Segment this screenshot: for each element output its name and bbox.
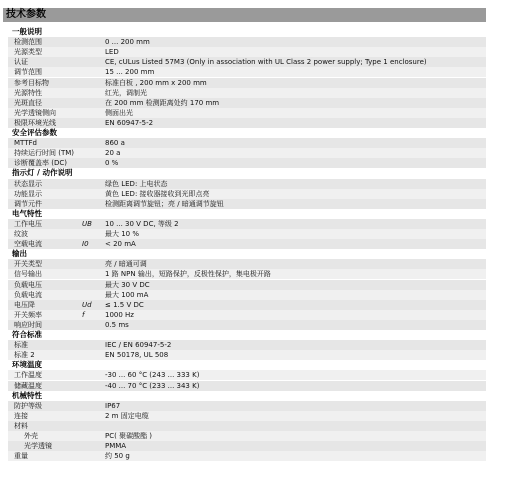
- section-label: 环境温度: [12, 360, 42, 370]
- spec-value: PMMA: [105, 442, 127, 451]
- spec-row: [8, 280, 486, 290]
- spec-label: 持续运行时间 (TM): [14, 149, 75, 158]
- spec-value: -30 ... 60 °C (243 ... 333 K): [105, 371, 200, 380]
- spec-row: [8, 290, 486, 300]
- spec-label: 标准: [14, 341, 28, 350]
- spec-row: [8, 259, 486, 269]
- spec-row: [8, 401, 486, 411]
- spec-value: 亮 / 暗通可调: [105, 260, 147, 269]
- spec-label: 电压降: [14, 300, 35, 309]
- spec-value: IP67: [105, 401, 121, 410]
- spec-label: 光学透镜: [24, 442, 52, 451]
- spec-value: 10 ... 30 V DC, 等级 2: [105, 219, 179, 228]
- spec-value: 0.5 ms: [105, 320, 129, 329]
- spec-row: [8, 158, 486, 168]
- section-heading: [6, 360, 484, 370]
- spec-label: 调节元件: [14, 199, 42, 208]
- spec-row: [8, 421, 486, 431]
- spec-value: 2 m 固定电缆: [105, 411, 149, 420]
- spec-row: [8, 108, 486, 118]
- spec-value: 在 200 mm 检测距离处约 170 mm: [105, 98, 220, 107]
- spec-value: 0 %: [105, 159, 119, 168]
- spec-label: 极限环境光线: [14, 118, 56, 127]
- spec-row: [8, 370, 486, 380]
- spec-label: 工作温度: [14, 371, 42, 380]
- spec-label: 材料: [14, 421, 28, 430]
- spec-label: 功能显示: [14, 189, 42, 198]
- spec-value: 绿色 LED: 上电状态: [105, 179, 168, 188]
- spec-row: [8, 189, 486, 199]
- spec-row: [8, 441, 486, 451]
- spec-symbol: UB: [82, 219, 92, 228]
- spec-label: 开关频率: [14, 310, 42, 319]
- spec-label: 负载电流: [14, 290, 42, 299]
- spec-row: [8, 37, 486, 47]
- spec-value: < 20 mA: [105, 240, 136, 249]
- spec-value: 20 a: [105, 149, 121, 158]
- spec-row: [8, 239, 486, 249]
- spec-value: 最大 30 V DC: [105, 280, 150, 289]
- spec-value: IEC / EN 60947-5-2: [105, 341, 172, 350]
- section-label: 输出: [12, 249, 27, 259]
- spec-value: 最大 100 mA: [105, 290, 149, 299]
- spec-value: EN 60947-5-2: [105, 118, 154, 127]
- spec-value: 1 路 NPN 输出，短路保护，反极性保护，集电极开路: [105, 270, 271, 279]
- spec-value: 0 ... 200 mm: [105, 38, 150, 47]
- spec-label: 负载电压: [14, 280, 42, 289]
- spec-row: [8, 199, 486, 209]
- spec-row: [8, 229, 486, 239]
- spec-value: 检测距离调节旋钮；亮 / 暗通调节旋钮: [105, 199, 224, 208]
- spec-label: 光源特性: [14, 88, 42, 97]
- spec-label: 连接: [14, 411, 28, 420]
- spec-label: 纹波: [14, 230, 28, 238]
- spec-row: [8, 57, 486, 67]
- section-heading: [6, 209, 484, 219]
- spec-value: 标准白板 , 200 mm x 200 mm: [105, 78, 207, 87]
- spec-row: [8, 179, 486, 189]
- spec-value: 约 50 g: [105, 452, 130, 461]
- section-label: 符合标准: [12, 330, 42, 339]
- spec-symbol: Ud: [82, 300, 92, 309]
- section-heading: [6, 128, 484, 138]
- spec-label: 光学透镜侧向: [14, 108, 56, 117]
- spec-row: [8, 320, 486, 330]
- spec-label: 防护等级: [14, 401, 42, 410]
- spec-value: LED: [105, 48, 119, 57]
- spec-value: CE, cULus Listed 57M3 (Only in association with UL Class 2 power supply; Type 1 enclosure): [105, 58, 427, 67]
- section-heading: [6, 249, 484, 259]
- spec-value: PC( 聚碳酸酯 ): [105, 432, 153, 440]
- spec-row: [8, 269, 486, 279]
- spec-value: 15 ... 200 mm: [105, 68, 155, 77]
- spec-label: 空载电流: [14, 240, 42, 249]
- spec-symbol: f: [82, 310, 85, 319]
- spec-label: 储藏温度: [14, 381, 42, 390]
- spec-label: 光斑直径: [14, 98, 42, 107]
- spec-label: 诊断覆盖率 (DC): [14, 159, 67, 168]
- spec-label: 开关类型: [14, 260, 42, 269]
- spec-row: [8, 219, 486, 229]
- spec-label: 认证: [14, 58, 28, 67]
- spec-value: ≤ 1.5 V DC: [105, 300, 144, 309]
- spec-value: 最大 10 %: [105, 230, 140, 238]
- spec-value: 1000 Hz: [105, 310, 134, 319]
- spec-value: 红光，调制光: [105, 88, 147, 97]
- spec-row: [8, 88, 486, 98]
- spec-symbol: I0: [82, 240, 89, 249]
- section-label: 一般说明: [12, 27, 42, 36]
- spec-value: 侧面出光: [105, 108, 133, 117]
- section-label: 电气特性: [12, 208, 42, 218]
- spec-row: [8, 118, 486, 128]
- spec-row: [8, 381, 486, 391]
- spec-value: 860 a: [105, 139, 125, 148]
- section-heading: [6, 330, 484, 340]
- spec-row: [8, 431, 486, 441]
- spec-row: [8, 47, 486, 57]
- spec-row: [8, 148, 486, 158]
- spec-row: [8, 300, 486, 310]
- spec-label: 重量: [14, 452, 28, 461]
- spec-row: [8, 411, 486, 421]
- spec-label: 外壳: [24, 432, 38, 440]
- spec-label: 调节范围: [14, 68, 42, 77]
- spec-row: [8, 78, 486, 88]
- spec-row: [8, 451, 486, 461]
- spec-label: 工作电压: [14, 219, 42, 228]
- spec-label: 标准 2: [14, 351, 35, 360]
- spec-label: 参考目标物: [14, 78, 49, 87]
- spec-row: [8, 138, 486, 148]
- spec-row: [8, 340, 486, 350]
- spec-row: [8, 310, 486, 320]
- spec-title: 技术参数: [3, 8, 486, 22]
- section-heading: [6, 391, 484, 401]
- section-heading: [6, 168, 484, 178]
- spec-row: [8, 67, 486, 77]
- spec-value: EN 50178, UL 508: [105, 351, 169, 360]
- spec-label: 响应时间: [14, 320, 42, 329]
- spec-label: 检测范围: [14, 38, 42, 47]
- spec-label: MTTFd: [14, 139, 37, 148]
- spec-value: -40 ... 70 °C (233 ... 343 K): [105, 381, 200, 390]
- spec-label: 信号输出: [14, 270, 42, 279]
- section-label: 安全评估参数: [12, 128, 57, 137]
- section-heading: [6, 27, 484, 37]
- spec-label: 光源类型: [14, 48, 42, 57]
- spec-row: [8, 350, 486, 360]
- section-label: 机械特性: [12, 390, 42, 400]
- spec-label: 状态显示: [14, 179, 42, 188]
- spec-row: [8, 98, 486, 108]
- spec-value: 黄色 LED: 接收器接收到光即点亮: [105, 189, 210, 198]
- section-label: 指示灯 / 动作说明: [12, 168, 73, 178]
